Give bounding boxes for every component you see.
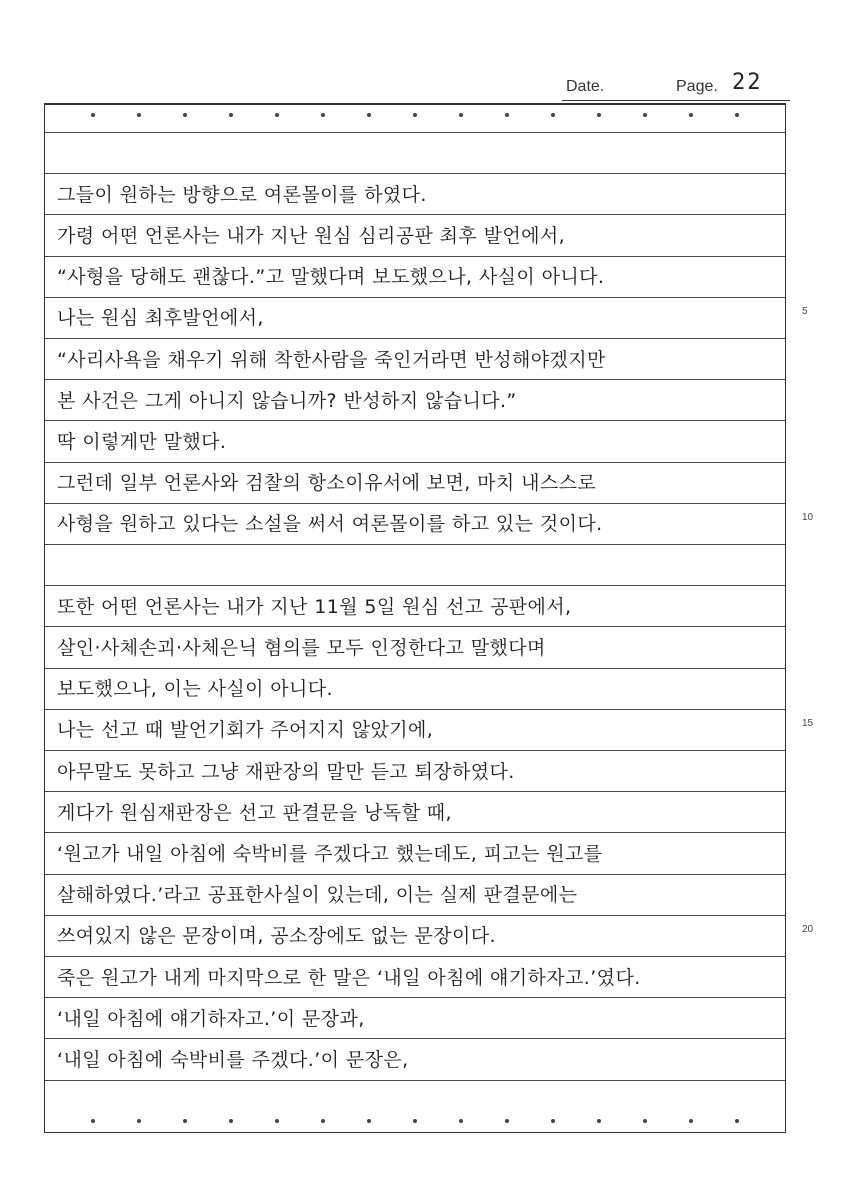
ruled-line xyxy=(45,379,785,380)
ruled-line xyxy=(45,1080,785,1081)
handwritten-line: 그들이 원하는 방향으로 여론몰이를 하였다. xyxy=(57,184,427,206)
handwritten-line: 또한 어떤 언론사는 내가 지난 11월 5일 원심 선고 공판에서, xyxy=(57,596,572,618)
guide-dot xyxy=(689,113,693,117)
margin-line-number-5: 5 xyxy=(802,306,808,317)
guide-dot xyxy=(459,113,463,117)
guide-dot xyxy=(229,1119,233,1123)
guide-dot xyxy=(735,1119,739,1123)
page-number: 22 xyxy=(732,70,763,95)
guide-dot xyxy=(183,113,187,117)
handwritten-line: 아무말도 못하고 그냥 재판장의 말만 듣고 퇴장하였다. xyxy=(57,761,515,783)
handwritten-line xyxy=(57,550,779,582)
guide-dot xyxy=(91,1119,95,1123)
handwritten-line xyxy=(57,138,779,170)
ruled-line xyxy=(45,1038,785,1039)
handwritten-line: ‘원고가 내일 아침에 숙박비를 주겠다고 했는데도, 피고는 원고를 xyxy=(57,843,603,865)
guide-dot xyxy=(321,113,325,117)
guide-dot xyxy=(689,1119,693,1123)
ruled-line xyxy=(45,709,785,710)
ruled-line xyxy=(45,585,785,586)
lined-paper-sheet xyxy=(44,103,786,1133)
handwritten-line: ‘내일 아침에 얘기하자고.’이 문장과, xyxy=(57,1008,365,1030)
bottom-dot-row xyxy=(45,1119,785,1125)
guide-dot xyxy=(735,113,739,117)
ruled-line xyxy=(45,832,785,833)
date-label: Date. xyxy=(566,78,605,95)
page-header xyxy=(562,70,790,101)
guide-dot xyxy=(275,113,279,117)
ruled-line xyxy=(45,626,785,627)
ruled-line xyxy=(45,420,785,421)
guide-dot xyxy=(367,113,371,117)
page-label: Page. xyxy=(676,78,718,95)
ruled-line xyxy=(45,544,785,545)
ruled-line xyxy=(45,750,785,751)
ruled-line xyxy=(45,173,785,174)
guide-dot xyxy=(321,1119,325,1123)
guide-dot xyxy=(367,1119,371,1123)
handwritten-line: 그런데 일부 언론사와 검찰의 항소이유서에 보면, 마치 내스스로 xyxy=(57,472,597,494)
handwritten-line: 보도했으나, 이는 사실이 아니다. xyxy=(57,678,334,700)
handwritten-line: 가령 어떤 언론사는 내가 지난 원심 심리공판 최후 발언에서, xyxy=(57,225,566,247)
ruled-line xyxy=(45,874,785,875)
guide-dot xyxy=(597,113,601,117)
top-dot-row xyxy=(45,113,785,119)
guide-dot xyxy=(643,1119,647,1123)
ruled-line xyxy=(45,214,785,215)
margin-line-number-10: 10 xyxy=(802,512,814,523)
guide-dot xyxy=(183,1119,187,1123)
guide-dot xyxy=(459,1119,463,1123)
handwritten-line: “사리사욕을 채우기 위해 착한사람을 죽인거라면 반성해야겠지만 xyxy=(57,349,606,371)
guide-dot xyxy=(505,1119,509,1123)
ruled-line xyxy=(45,791,785,792)
handwritten-line: 살인·사체손괴·사체은닉 혐의를 모두 인정한다고 말했다며 xyxy=(57,637,546,659)
guide-dot xyxy=(137,1119,141,1123)
handwritten-line: 나는 원심 최후발언에서, xyxy=(57,307,264,329)
guide-dot xyxy=(413,113,417,117)
guide-dot xyxy=(551,113,555,117)
handwritten-line: 살해하였다.’라고 공표한사실이 있는데, 이는 실제 판결문에는 xyxy=(57,884,578,906)
ruled-line xyxy=(45,915,785,916)
ruled-line xyxy=(45,338,785,339)
handwritten-line: 나는 선고 때 발언기회가 주어지지 않았기에, xyxy=(57,719,434,741)
handwritten-line: 딱 이렇게만 말했다. xyxy=(57,431,227,453)
guide-dot xyxy=(413,1119,417,1123)
margin-line-number-20: 20 xyxy=(802,924,814,935)
handwritten-line: 본 사건은 그게 아니지 않습니까? 반성하지 않습니다.” xyxy=(57,390,517,412)
guide-dot xyxy=(229,113,233,117)
ruled-line xyxy=(45,462,785,463)
guide-dot xyxy=(137,113,141,117)
handwritten-line: 쓰여있지 않은 문장이며, 공소장에도 없는 문장이다. xyxy=(57,925,496,947)
ruled-line xyxy=(45,256,785,257)
guide-dot xyxy=(505,113,509,117)
guide-dot xyxy=(643,113,647,117)
ruled-line xyxy=(45,297,785,298)
guide-dot xyxy=(91,113,95,117)
handwritten-line: “사형을 당해도 괜찮다.”고 말했다며 보도했으나, 사실이 아니다. xyxy=(57,266,605,288)
handwritten-line: ‘내일 아침에 숙박비를 주겠다.’이 문장은, xyxy=(57,1049,409,1071)
ruled-line xyxy=(45,956,785,957)
guide-dot xyxy=(551,1119,555,1123)
guide-dot xyxy=(597,1119,601,1123)
ruled-line xyxy=(45,503,785,504)
handwritten-line: 사형을 원하고 있다는 소설을 써서 여론몰이를 하고 있는 것이다. xyxy=(57,513,603,535)
ruled-line xyxy=(45,132,785,133)
margin-line-number-15: 15 xyxy=(802,718,814,729)
guide-dot xyxy=(275,1119,279,1123)
handwritten-line: 게다가 원심재판장은 선고 판결문을 낭독할 때, xyxy=(57,802,452,824)
ruled-line xyxy=(45,997,785,998)
handwritten-line: 죽은 원고가 내게 마지막으로 한 말은 ‘내일 아침에 얘기하자고.’였다. xyxy=(57,967,641,989)
ruled-line xyxy=(45,668,785,669)
